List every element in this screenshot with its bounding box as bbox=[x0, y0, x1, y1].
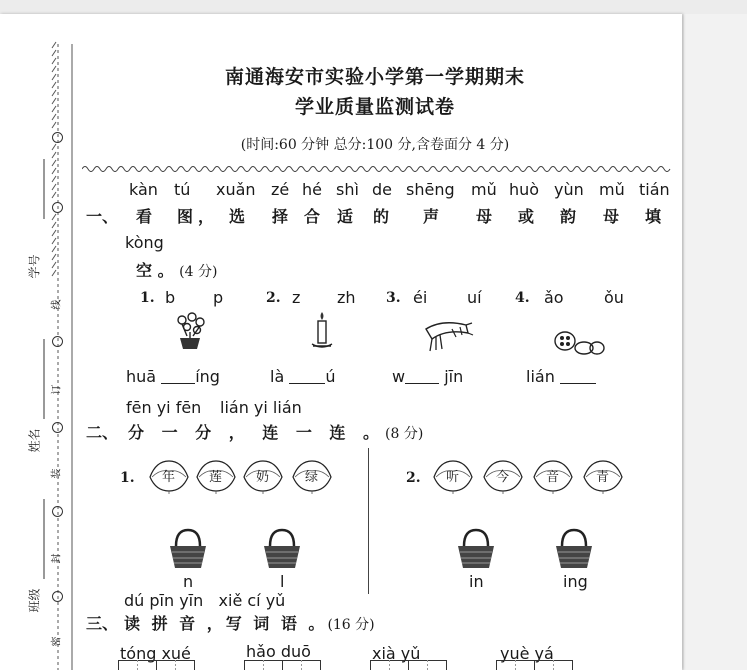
heading-char: 适 bbox=[337, 207, 354, 226]
option: b bbox=[165, 288, 176, 307]
item-number: 4. bbox=[515, 290, 530, 306]
leaf-card[interactable] bbox=[193, 457, 239, 495]
heading-text: 读 拼 音 ，写 词 语 。 bbox=[124, 614, 328, 633]
answer-blank[interactable] bbox=[161, 383, 195, 384]
item-number: 2. bbox=[266, 290, 281, 306]
pinyin: shì bbox=[336, 180, 359, 199]
basket-picture bbox=[456, 528, 496, 570]
section-heading bbox=[128, 420, 423, 443]
heading-char: 韵 bbox=[560, 207, 577, 226]
heading-char: 图 bbox=[177, 207, 194, 226]
pinyin: xuǎn bbox=[216, 180, 256, 199]
word-pinyin: hǎo duō bbox=[246, 642, 311, 661]
leaf-card[interactable] bbox=[580, 457, 626, 495]
viewer-top-bar bbox=[0, 0, 747, 14]
heading-char: 看 bbox=[136, 207, 153, 226]
heading-char: 母 bbox=[603, 207, 620, 226]
binding-strip bbox=[14, 14, 78, 670]
fill-in-blank-2[interactable] bbox=[270, 367, 335, 386]
viewer-side-area bbox=[684, 14, 747, 670]
option: uí bbox=[467, 288, 482, 307]
binding-hole bbox=[52, 506, 63, 517]
section-score: (16 分) bbox=[327, 617, 375, 633]
exam-title-line1: 南通海安市实验小学第一学期期末 bbox=[224, 66, 525, 88]
basket-picture bbox=[262, 528, 302, 570]
binding-hole bbox=[52, 336, 63, 347]
word-pinyin: tóng xué bbox=[120, 644, 191, 663]
scarf-picture bbox=[422, 317, 474, 353]
option: zh bbox=[337, 288, 356, 307]
basket-label: ing bbox=[563, 572, 588, 591]
fill-in-blank-3[interactable] bbox=[392, 367, 463, 386]
word-pinyin: xià yǔ bbox=[372, 644, 421, 663]
option: z bbox=[292, 288, 301, 307]
prefix: lián bbox=[526, 367, 555, 386]
pinyin: hé bbox=[302, 180, 322, 199]
heading-char: 择 bbox=[272, 207, 289, 226]
leaf-card[interactable] bbox=[146, 457, 192, 495]
leaf-character: 听 bbox=[446, 470, 460, 485]
heading-char: 选 bbox=[229, 207, 246, 226]
section-number: 二、 bbox=[86, 423, 119, 442]
leaf-character: 音 bbox=[546, 470, 560, 485]
leaf-card[interactable] bbox=[530, 457, 576, 495]
leaf-card[interactable] bbox=[430, 457, 476, 495]
heading-char: 母 bbox=[476, 207, 493, 226]
suffix: íng bbox=[195, 367, 220, 386]
writing-grid[interactable] bbox=[370, 660, 450, 670]
heading-char: 填 bbox=[645, 207, 662, 226]
heading-char: 声 bbox=[423, 207, 440, 226]
basket-label: n bbox=[183, 572, 194, 591]
pinyin: zé bbox=[271, 180, 290, 199]
binding-word: 封 bbox=[51, 553, 63, 564]
pinyin: huò bbox=[509, 180, 540, 199]
pinyin: kòng bbox=[125, 233, 164, 252]
heading-char: 的 bbox=[373, 207, 390, 226]
item-number: 1. bbox=[140, 290, 155, 306]
leaf-character: 青 bbox=[596, 470, 610, 485]
pinyin: mǔ bbox=[471, 180, 497, 199]
binding-lines bbox=[14, 14, 78, 670]
binding-word: 密 bbox=[51, 636, 63, 647]
binding-hole bbox=[52, 202, 63, 213]
group-number: 2. bbox=[406, 470, 421, 486]
student-id-label: 学号 bbox=[27, 254, 42, 279]
binding-word: 装 bbox=[51, 468, 63, 479]
option: p bbox=[213, 288, 224, 307]
suffix: jīn bbox=[444, 367, 464, 386]
option: ǎo bbox=[544, 288, 564, 307]
leaf-character: 奶 bbox=[256, 470, 270, 485]
section-heading bbox=[124, 611, 375, 634]
lotus-root-picture bbox=[553, 328, 605, 356]
binding-hole bbox=[52, 591, 63, 602]
writing-grid[interactable] bbox=[244, 660, 324, 670]
candle-picture bbox=[310, 310, 334, 350]
binding-word: 线 bbox=[51, 299, 63, 310]
prefix: là bbox=[270, 367, 285, 386]
pinyin: lián yi lián bbox=[220, 398, 302, 417]
group-number: 1. bbox=[120, 470, 135, 486]
leaf-character: 年 bbox=[162, 470, 176, 485]
binding-word: 订 bbox=[51, 384, 63, 395]
binding-hole bbox=[52, 422, 63, 433]
leaf-character: 绿 bbox=[305, 470, 319, 485]
flower-pot-picture bbox=[172, 312, 208, 350]
pinyin: fēn yi fēn bbox=[126, 398, 202, 417]
pinyin: tián bbox=[639, 180, 670, 199]
leaf-card[interactable] bbox=[240, 457, 286, 495]
leaf-card[interactable] bbox=[480, 457, 526, 495]
section-number: 一、 bbox=[86, 207, 119, 226]
answer-blank[interactable] bbox=[289, 383, 325, 384]
leaf-card[interactable] bbox=[289, 457, 335, 495]
prefix: huā bbox=[126, 367, 157, 386]
heading-continuation: 空 。 bbox=[136, 261, 174, 280]
word-pinyin: yuè yá bbox=[500, 644, 554, 663]
pinyin: mǔ bbox=[599, 180, 625, 199]
answer-blank[interactable] bbox=[405, 383, 439, 384]
fill-in-blank-1[interactable] bbox=[126, 367, 220, 386]
section-number: 三、 bbox=[86, 614, 119, 633]
basket-picture bbox=[168, 528, 208, 570]
answer-blank[interactable] bbox=[560, 383, 596, 384]
pinyin: tú bbox=[174, 180, 191, 199]
exam-meta: (时间:60 分钟 总分:100 分,含卷面分 4 分) bbox=[240, 137, 510, 153]
leaf-character: 今 bbox=[496, 470, 510, 485]
heading-char: ， bbox=[198, 207, 215, 226]
prefix: w bbox=[392, 367, 406, 386]
option: ǒu bbox=[604, 288, 624, 307]
writing-grid[interactable] bbox=[118, 660, 198, 670]
leaf-character: 莲 bbox=[209, 470, 223, 485]
basket-label: in bbox=[469, 572, 484, 591]
suffix: ú bbox=[325, 367, 336, 386]
class-label: 班级 bbox=[27, 588, 42, 613]
pinyin: shēng bbox=[406, 180, 455, 199]
wave-divider bbox=[82, 164, 672, 174]
pinyin: de bbox=[372, 180, 392, 199]
student-name-label: 姓名 bbox=[27, 428, 42, 453]
pinyin: dú pīn yīn xiě cí yǔ bbox=[124, 591, 286, 610]
basket-label: l bbox=[280, 572, 285, 591]
pinyin: kàn bbox=[129, 180, 158, 199]
fill-in-blank-4[interactable] bbox=[526, 367, 596, 386]
item-number: 3. bbox=[386, 290, 401, 306]
basket-picture bbox=[554, 528, 594, 570]
option: éi bbox=[413, 288, 428, 307]
heading-char: 合 bbox=[304, 207, 321, 226]
section-score: (4 分) bbox=[179, 264, 218, 280]
heading-char: 或 bbox=[518, 207, 535, 226]
exam-title-line2: 学业质量监测试卷 bbox=[294, 96, 455, 118]
heading-text: 分 一 分 ， 连 一 连 。 bbox=[128, 423, 385, 442]
binding-hole bbox=[52, 132, 63, 143]
section-score: (8 分) bbox=[385, 426, 424, 442]
writing-grid[interactable] bbox=[496, 660, 576, 670]
exam-page bbox=[0, 14, 682, 670]
vertical-divider bbox=[368, 448, 369, 594]
pinyin: yùn bbox=[554, 180, 584, 199]
heading-char bbox=[136, 258, 217, 281]
